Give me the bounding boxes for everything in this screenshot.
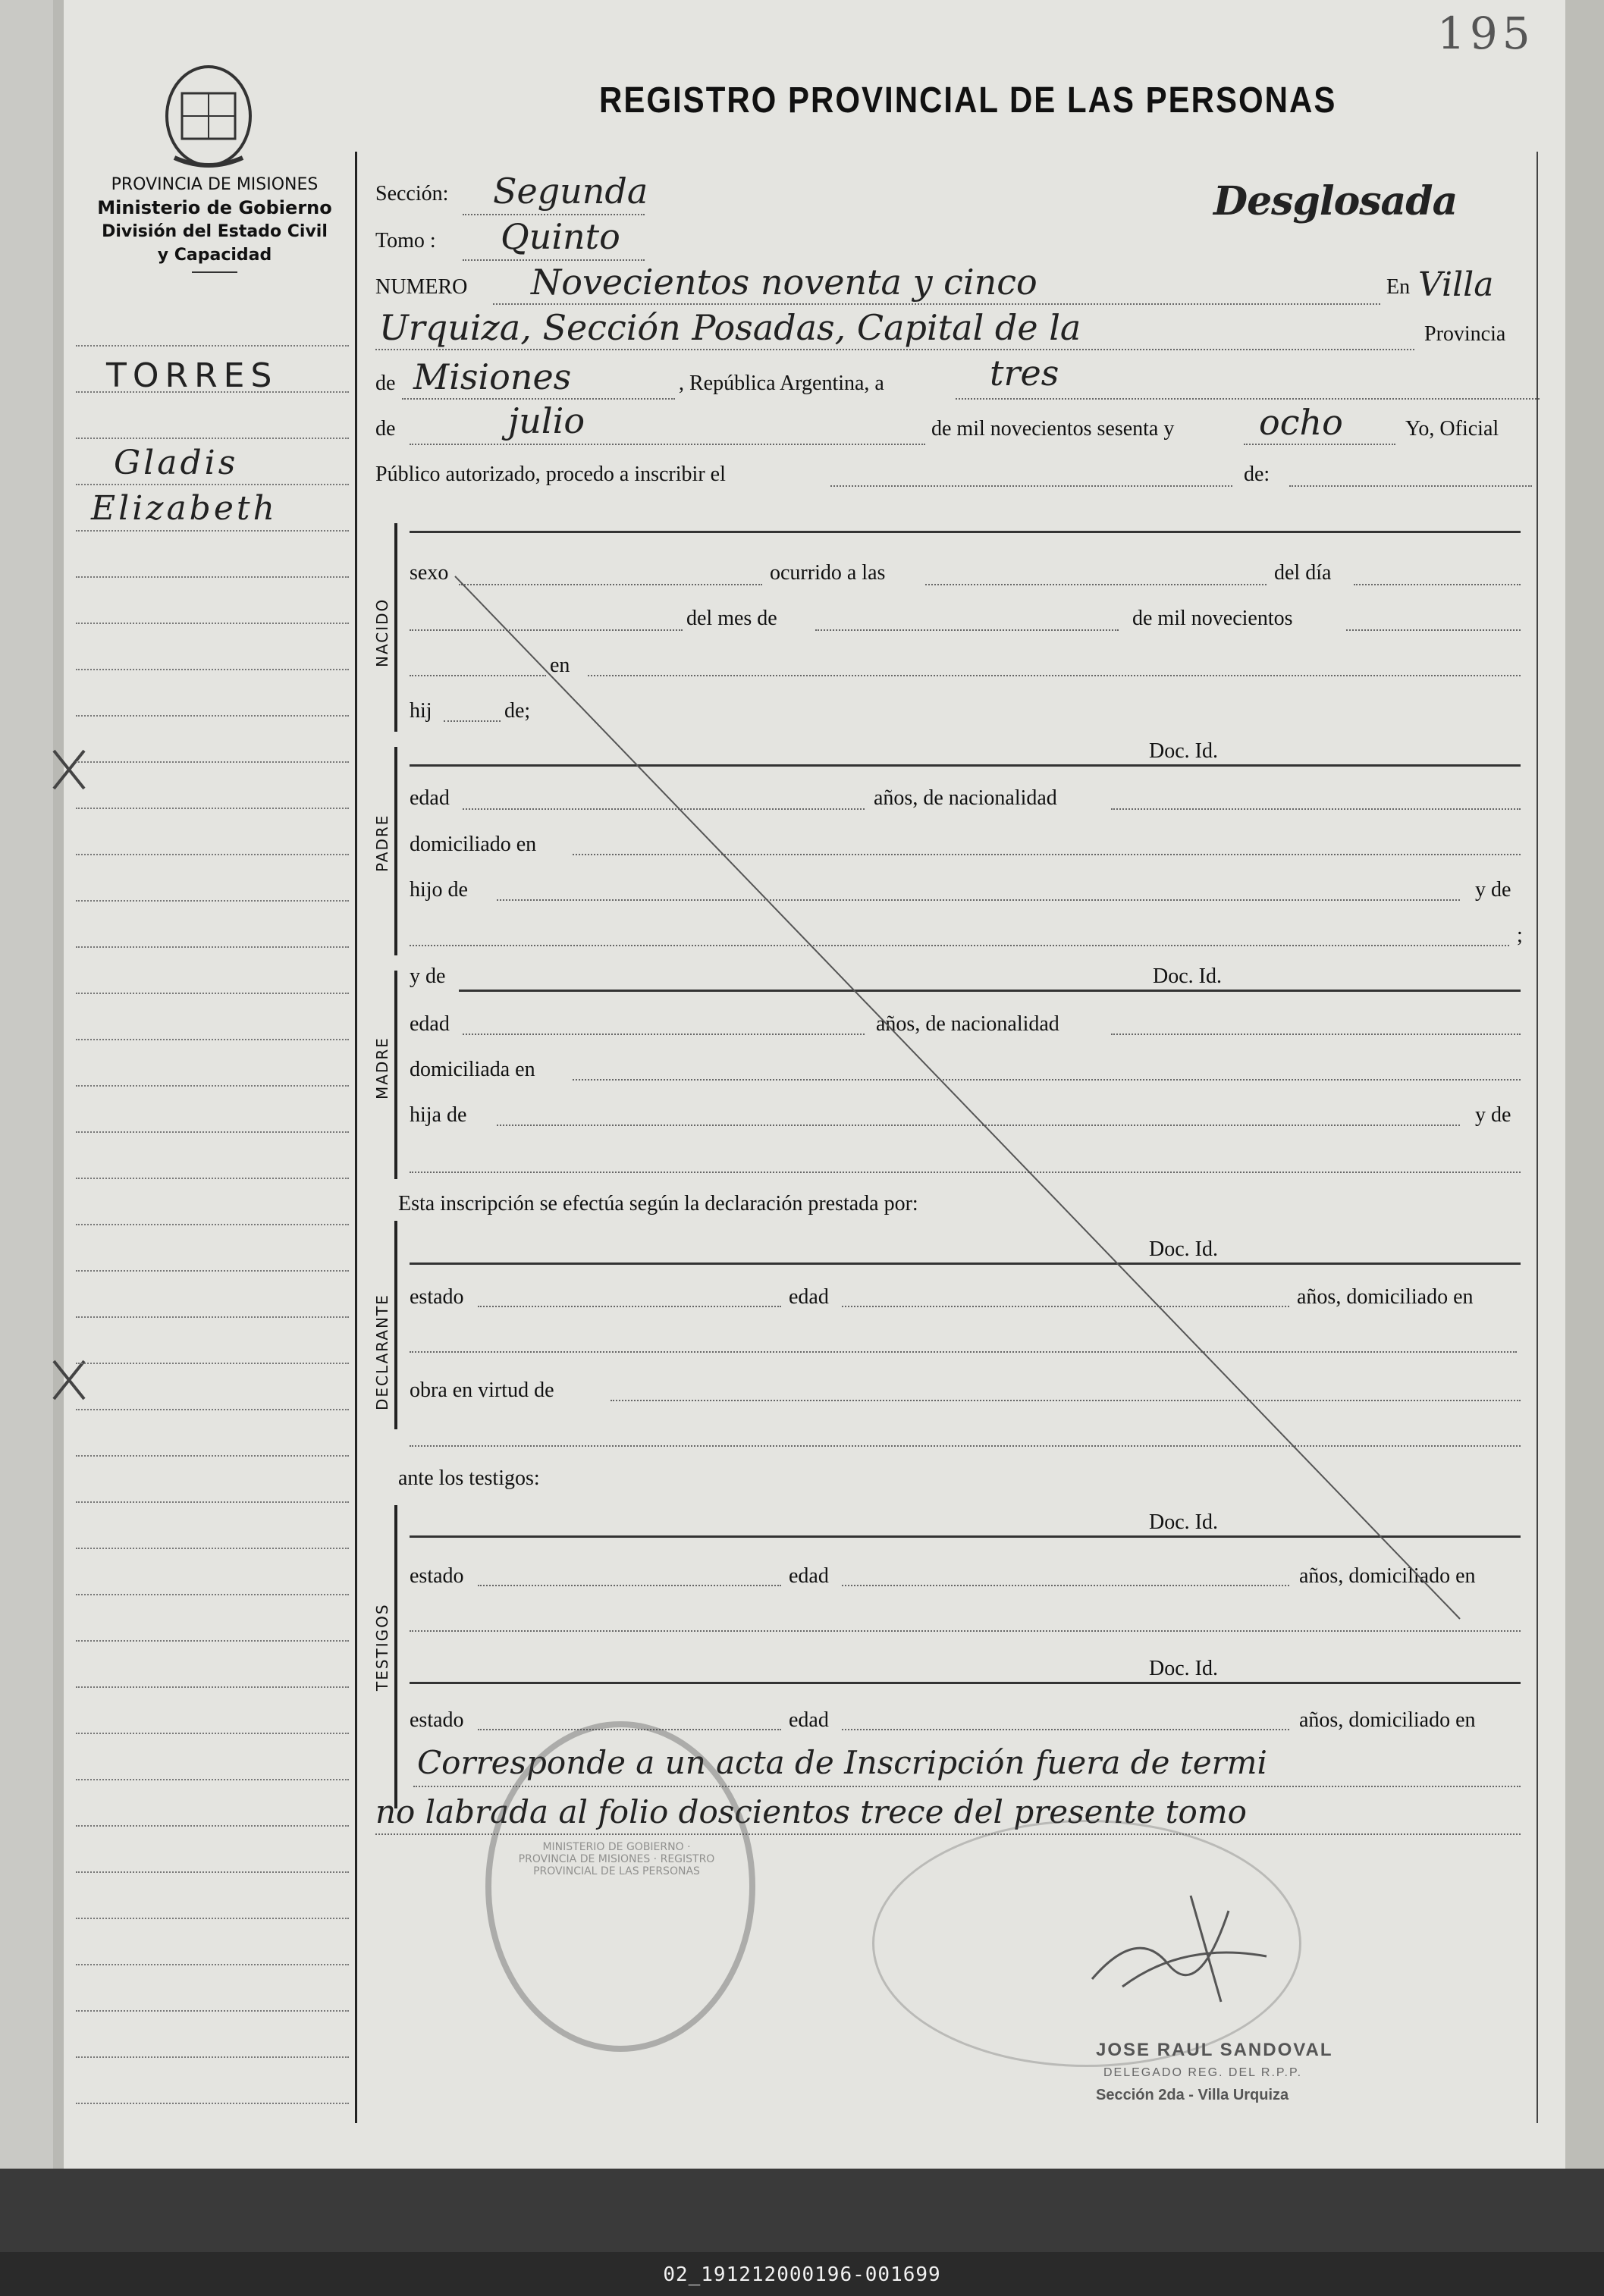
section-label-madre: MADRE [373,1037,391,1099]
padre-edad-label: edad [410,786,450,810]
tomo-value: Quinto [501,216,620,257]
signature-role: DELEGADO REG. DEL R.P.P. [1103,2066,1303,2079]
en-label-nacido: en [550,654,570,677]
madre-domic-label: domiciliada en [410,1058,535,1081]
republica-label: , República Argentina, a [679,372,884,395]
tomo-label: Tomo : [375,229,436,252]
del-mes-label: del mes de [686,607,777,630]
scan-footer [0,2169,1604,2252]
del-dia-label: del día [1274,561,1332,585]
sexo-label: sexo [410,561,449,585]
mil-label: de mil novecientos sesenta y [931,417,1175,441]
padre-doc-label: Doc. Id. [1149,739,1218,763]
ocurrido-label: ocurrido a las [770,561,886,585]
testigo2-estado-label: estado [410,1708,464,1732]
seccion-label: Sección: [375,182,449,205]
section-label-testigos: TESTIGOS [373,1603,391,1691]
numero-label: NUMERO [375,275,468,299]
declarante-obra-label: obra en virtud de [410,1379,554,1402]
margin-given-name-1: Gladis [114,444,239,482]
en-value: Villa [1418,265,1494,304]
note-line-2: no labrada al folio doscientos trece del presente tomo [375,1793,1247,1830]
province-name: PROVINCIA DE MISIONES [111,175,319,194]
image-caption: 02_191212000196-001699 [663,2263,941,2286]
testigo2-anios-label: años, domiciliado en [1299,1708,1476,1732]
annotation-desglosada: Desglosada [1213,178,1458,224]
testigo1-doc-label: Doc. Id. [1149,1510,1218,1534]
division-name-cont: y Capacidad [157,246,272,265]
section-label-padre: PADRE [373,814,391,872]
margin-given-name-2: Elizabeth [91,489,278,528]
margin-surname: TORRES [106,356,278,395]
dia-value: tres [990,353,1059,394]
mes-value: julio [508,400,585,441]
section-label-nacido: NACIDO [373,598,391,667]
hij-label: hij [410,699,432,723]
padre-domic-label: domiciliado en [410,833,537,856]
seccion-value: Segunda [493,171,648,212]
declarante-estado-label: estado [410,1285,464,1309]
stamp-text: MINISTERIO DE GOBIERNO · PROVINCIA DE MISIONES · REGISTRO PROVINCIAL DE LAS PERSONAS [518,1841,715,1877]
madre-y-de2-label: y de [1475,1103,1511,1127]
signature-name: JOSE RAUL SANDOVAL [1096,2040,1333,2060]
page-title: REGISTRO PROVINCIAL DE LAS PERSONAS [599,79,1337,121]
de-label: de [375,372,396,395]
madre-edad-label: edad [410,1012,450,1036]
testigo2-edad-label: edad [789,1708,829,1732]
localidad-value: Urquiza, Sección Posadas, Capital de la [379,307,1081,348]
padre-anios-label: años, de nacionalidad [874,786,1057,810]
madre-anios-label: años, de nacionalidad [876,1012,1059,1036]
madre-doc-label: Doc. Id. [1153,965,1222,988]
anio-value: ocho [1259,402,1343,443]
oficial-label: Yo, Oficial [1405,417,1499,441]
folio-number: 195 [1437,8,1535,59]
note-line-1: Corresponde a un acta de Inscripción fuera de termi [417,1744,1267,1781]
section-label-declarante: DECLARANTE [373,1294,391,1410]
padre-semicolon: ; [1517,924,1523,947]
padre-hijo-de-label: hijo de [410,878,468,902]
publico-label: Público autorizado, procedo a inscribir el [375,463,726,486]
de2-label: de [375,417,396,441]
numero-value: Novecientos noventa y cinco [531,262,1037,303]
signature-office: Sección 2da - Villa Urquiza [1096,2087,1289,2103]
declarante-edad-label: edad [789,1285,829,1309]
testigo1-edad-label: edad [789,1564,829,1588]
division-name: División del Estado Civil [102,222,328,241]
declaracion-intro: Esta inscripción se efectúa según la declaración prestada por: [398,1192,918,1215]
testigos-intro: ante los testigos: [398,1466,540,1490]
ministry-name: Ministerio de Gobierno [97,197,332,218]
provincia-label: Provincia [1424,322,1506,346]
de-label-nacido: de; [504,699,531,723]
testigo1-anios-label: años, domiciliado en [1299,1564,1476,1588]
de3-label: de: [1244,463,1270,486]
declarante-anios-label: años, domiciliado en [1297,1285,1474,1309]
testigo2-doc-label: Doc. Id. [1149,1657,1218,1680]
madre-hija-de-label: hija de [410,1103,467,1127]
en-label: En [1386,275,1411,299]
mil-nov-label: de mil novecientos [1132,607,1293,630]
testigo1-estado-label: estado [410,1564,464,1588]
declarante-doc-label: Doc. Id. [1149,1237,1218,1261]
madre-y-de-label: y de [410,965,446,988]
provincia-value: Misiones [413,356,572,397]
padre-y-de-label: y de [1475,878,1511,902]
